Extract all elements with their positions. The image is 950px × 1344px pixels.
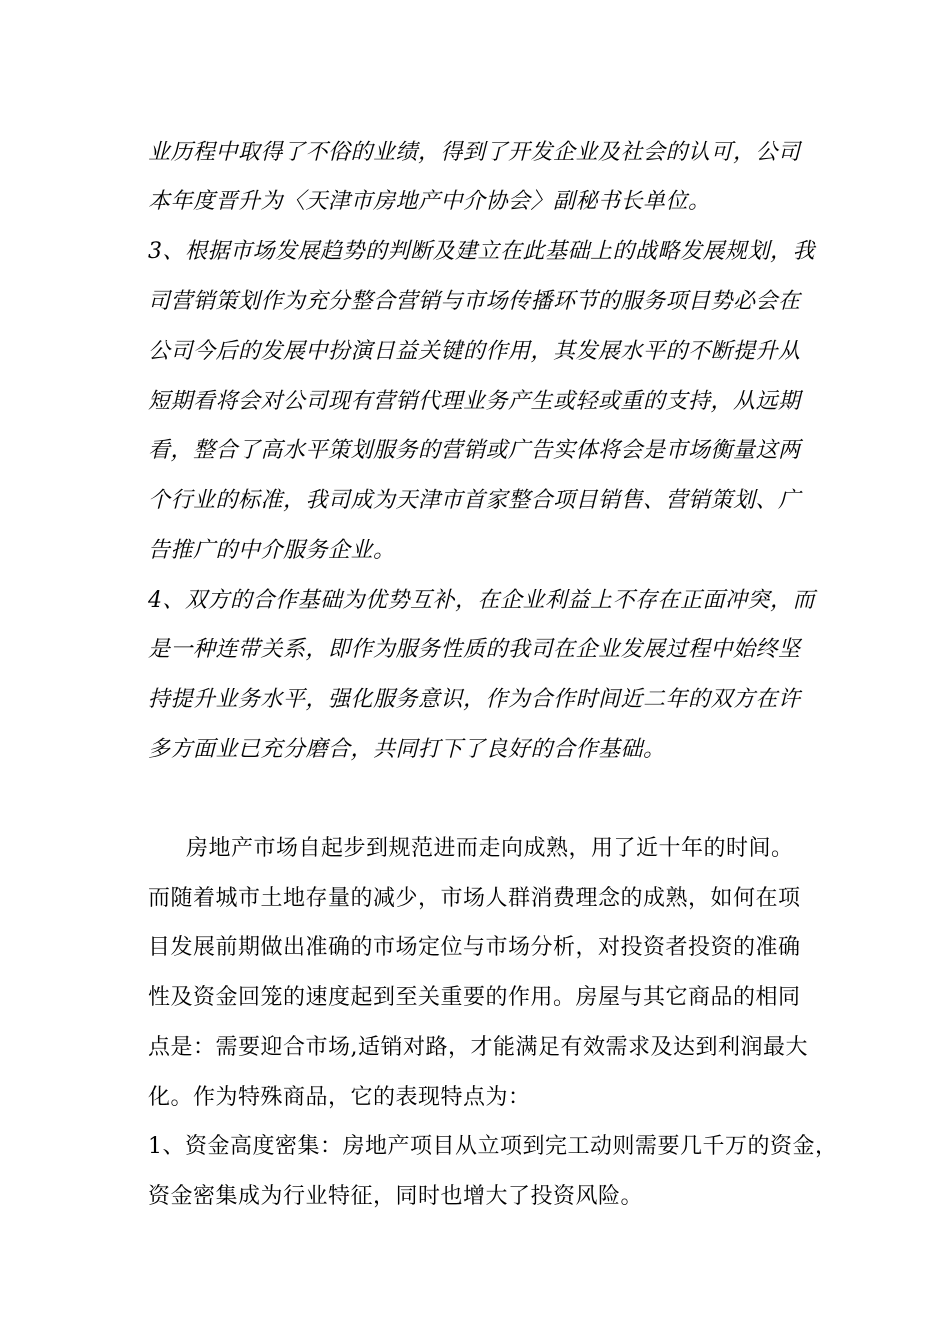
text-line: 1、资金高度密集：房地产项目从立项到完工动则需要几千万的资金， [148, 1134, 838, 1159]
text-line: 本年度晋升为〈天津市房地产中介协会〉副秘书长单位。 [148, 189, 711, 214]
text-line: 化。作为特殊商品，它的表现特点为： [148, 1085, 531, 1110]
text-line: 司营销策划作为充分整合营销与市场传播环节的服务项目势必会在 [148, 289, 801, 314]
text-line: 性及资金回笼的速度起到至关重要的作用。房屋与其它商品的相同 [148, 985, 801, 1010]
text-line: 持提升业务水平，强化服务意识，作为合作时间近二年的双方在许 [148, 687, 801, 712]
text-line: 3、根据市场发展趋势的判断及建立在此基础上的战略发展规划，我 [148, 239, 815, 264]
text-line: 是一种连带关系，即作为服务性质的我司在企业发展过程中始终坚 [148, 637, 801, 662]
text-line: 个行业的标准，我司成为天津市首家整合项目销售、营销策划、广 [148, 488, 801, 513]
text-line: 而随着城市土地存量的减少，市场人群消费理念的成熟，如何在项 [148, 886, 801, 911]
text-line: 目发展前期做出准确的市场定位与市场分析，对投资者投资的准确 [148, 935, 801, 960]
text-line: 公司今后的发展中扮演日益关键的作用，其发展水平的不断提升从 [148, 339, 801, 364]
text-line: 房地产市场自起步到规范进而走向成熟，用了近十年的时间。 [186, 836, 794, 861]
text-line: 业历程中取得了不俗的业绩，得到了开发企业及社会的认可，公司 [148, 140, 801, 165]
text-line: 看，整合了高水平策划服务的营销或广告实体将会是市场衡量这两 [148, 438, 801, 463]
text-line: 4、双方的合作基础为优势互补，在企业利益上不存在正面冲突，而 [148, 588, 815, 613]
text-line: 资金密集成为行业特征，同时也增大了投资风险。 [148, 1184, 644, 1209]
text-line: 点是：需要迎合市场,适销对路，才能满足有效需求及达到利润最大 [148, 1035, 808, 1060]
text-line: 多方面业已充分磨合，共同打下了良好的合作基础。 [148, 737, 666, 762]
text-line: 告推广的中介服务企业。 [148, 538, 396, 563]
text-line: 短期看将会对公司现有营销代理业务产生或轻或重的支持，从远期 [148, 389, 801, 414]
